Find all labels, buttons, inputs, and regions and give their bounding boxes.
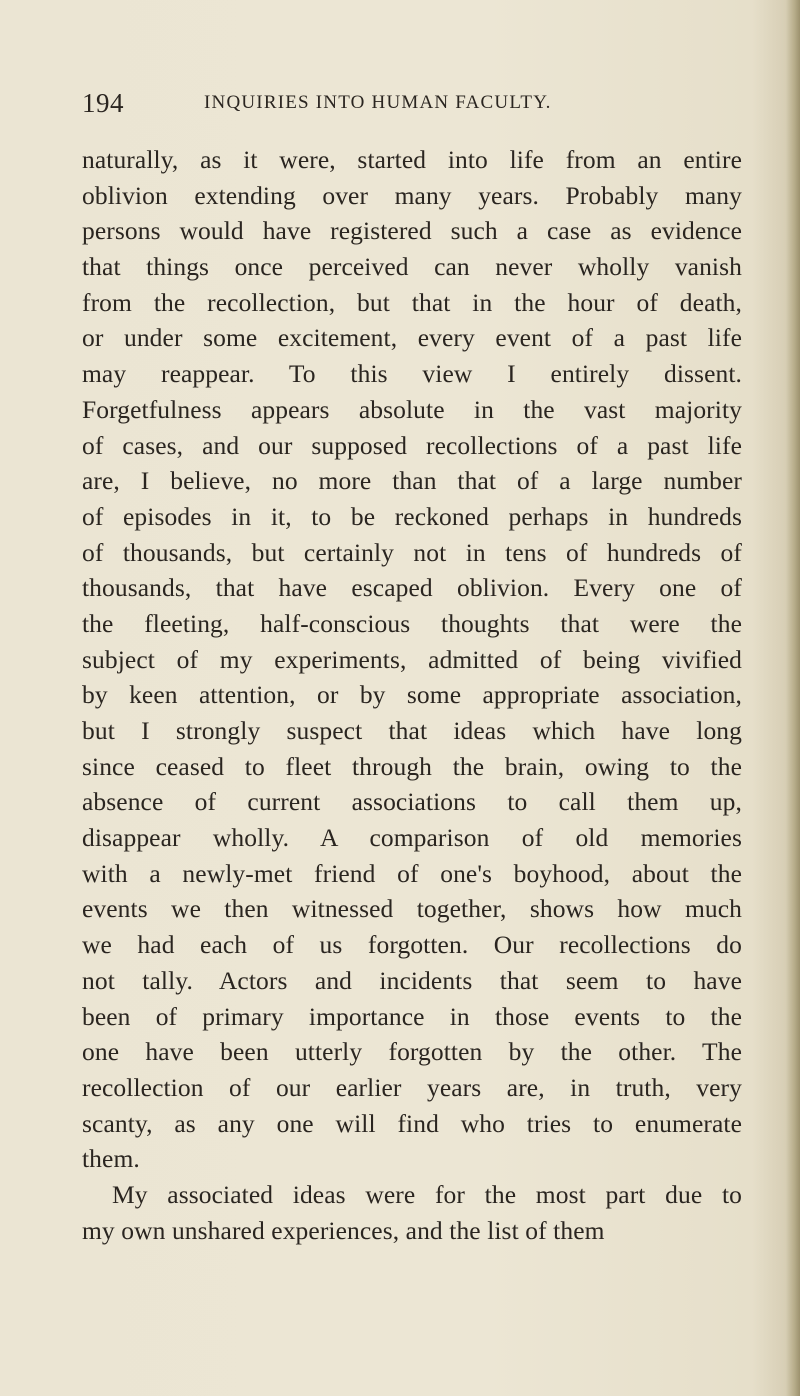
text-line: since ceased to fleet through the brain, owing to the	[82, 751, 742, 781]
text-line: My associated ideas were for the most part due to	[112, 1179, 742, 1209]
text-line: we had each of us forgotten. Our recollections do	[82, 930, 742, 960]
body-text	[82, 142, 742, 1248]
text-line: disappear wholly. A comparison of old memories	[82, 823, 742, 853]
text-line: of thousands, but certainly not in tens of hundreds of	[82, 537, 742, 567]
text-line: scanty, as any one will find who tries to enumerate	[82, 1108, 742, 1138]
page-header	[82, 88, 722, 118]
text-line: subject of my experiments, admitted of being vivified	[82, 644, 742, 674]
text-line: them.	[82, 1144, 140, 1174]
text-line: recollection of our earlier years are, in truth, very	[82, 1072, 742, 1102]
text-line: oblivion extending over many years. Probably many	[82, 180, 742, 210]
text-line: are, I believe, no more than that of a large number	[82, 466, 742, 496]
text-line: persons would have registered such a case as evidence	[82, 216, 742, 246]
text-line: may reappear. To this view I entirely dissent.	[82, 359, 742, 389]
text-line: one have been utterly forgotten by the other. The	[82, 1037, 742, 1067]
text-line: naturally, as it were, started into life from an entire	[82, 145, 742, 174]
text-line: of episodes in it, to be reckoned perhaps in hundreds	[82, 501, 742, 531]
text-line: by keen attention, or by some appropriate association,	[82, 680, 742, 710]
text-line: my own unshared experiences, and the list of them	[82, 1215, 605, 1245]
text-line: that things once perceived can never wholly vanish	[82, 252, 742, 282]
running-head: INQUIRIES INTO HUMAN FACULTY.	[204, 92, 552, 113]
text-line: from the recollection, but that in the hour of death,	[82, 287, 742, 317]
text-line: events we then witnessed together, shows how much	[82, 894, 742, 924]
page-number: 194	[82, 88, 124, 118]
text-line: Forgetfulness appears absolute in the vast majority	[82, 394, 742, 424]
text-line: not tally. Actors and incidents that seem to have	[82, 965, 742, 995]
page-edge-shadow	[786, 0, 800, 1396]
text-line: been of primary importance in those events to the	[82, 1001, 742, 1031]
text-line: with a newly-met friend of one's boyhood, about the	[82, 858, 742, 888]
text-line: thousands, that have escaped oblivion. Every one of	[82, 573, 742, 603]
text-line: or under some excitement, every event of a past life	[82, 323, 742, 353]
text-line: but I strongly suspect that ideas which have long	[82, 716, 742, 745]
text-line: absence of current associations to call them up,	[82, 787, 742, 817]
text-line: the fleeting, half-conscious thoughts that were the	[82, 608, 742, 638]
text-line: of cases, and our supposed recollections of a past life	[82, 430, 742, 460]
